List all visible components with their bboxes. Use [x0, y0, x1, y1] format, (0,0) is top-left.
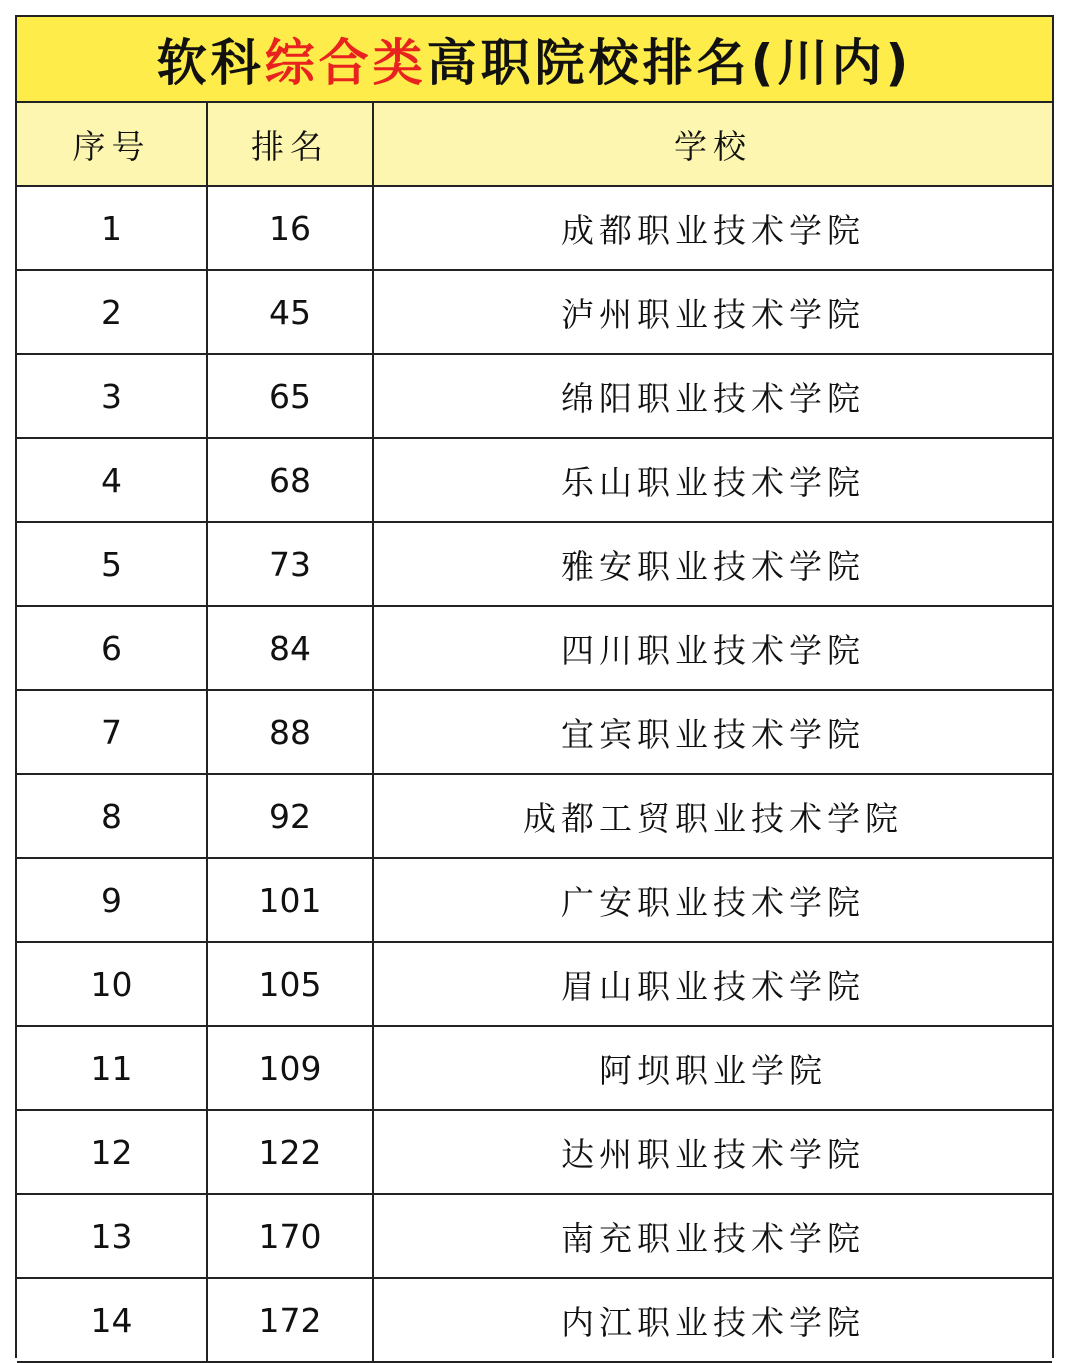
row-school: 成都职业技术学院	[373, 186, 1052, 270]
row-index: 8	[17, 774, 207, 858]
row-rank: 92	[207, 774, 373, 858]
row-school: 四川职业技术学院	[373, 606, 1052, 690]
row-index: 13	[17, 1194, 207, 1278]
ranking-table	[17, 103, 1052, 1363]
row-rank: 16	[207, 186, 373, 270]
row-school: 阿坝职业学院	[373, 1026, 1052, 1110]
row-school: 广安职业技术学院	[373, 858, 1052, 942]
row-rank: 88	[207, 690, 373, 774]
row-rank: 170	[207, 1194, 373, 1278]
row-index: 7	[17, 690, 207, 774]
row-index: 14	[17, 1278, 207, 1362]
table-row	[17, 858, 1052, 942]
table-row	[17, 1194, 1052, 1278]
table-row	[17, 186, 1052, 270]
table-row	[17, 270, 1052, 354]
row-index: 10	[17, 942, 207, 1026]
table-row	[17, 354, 1052, 438]
row-index: 9	[17, 858, 207, 942]
table-row	[17, 522, 1052, 606]
row-index: 3	[17, 354, 207, 438]
table-row	[17, 606, 1052, 690]
row-school: 眉山职业技术学院	[373, 942, 1052, 1026]
table-row	[17, 1278, 1052, 1362]
ranking-sheet	[15, 15, 1054, 1358]
title-suffix: 高职院校排名(川内)	[426, 34, 913, 92]
row-index: 1	[17, 186, 207, 270]
row-school: 内江职业技术学院	[373, 1278, 1052, 1362]
row-school: 雅安职业技术学院	[373, 522, 1052, 606]
table-row	[17, 438, 1052, 522]
header-rank: 排名	[207, 103, 373, 186]
row-school: 南充职业技术学院	[373, 1194, 1052, 1278]
table-row	[17, 1026, 1052, 1110]
title-highlight: 综合类	[264, 34, 427, 92]
row-school: 绵阳职业技术学院	[373, 354, 1052, 438]
page-title	[17, 17, 1052, 103]
row-rank: 45	[207, 270, 373, 354]
row-index: 11	[17, 1026, 207, 1110]
row-rank: 68	[207, 438, 373, 522]
row-index: 6	[17, 606, 207, 690]
table-row	[17, 774, 1052, 858]
row-rank: 65	[207, 354, 373, 438]
row-school: 泸州职业技术学院	[373, 270, 1052, 354]
row-rank: 172	[207, 1278, 373, 1362]
row-school: 达州职业技术学院	[373, 1110, 1052, 1194]
row-index: 5	[17, 522, 207, 606]
row-rank: 122	[207, 1110, 373, 1194]
table-row	[17, 1110, 1052, 1194]
row-index: 12	[17, 1110, 207, 1194]
row-rank: 73	[207, 522, 373, 606]
row-rank: 105	[207, 942, 373, 1026]
row-school: 宜宾职业技术学院	[373, 690, 1052, 774]
table-row	[17, 942, 1052, 1026]
row-school: 成都工贸职业技术学院	[373, 774, 1052, 858]
table-header-row	[17, 103, 1052, 186]
row-rank: 101	[207, 858, 373, 942]
header-school: 学校	[373, 103, 1052, 186]
header-index: 序号	[17, 103, 207, 186]
row-rank: 84	[207, 606, 373, 690]
row-rank: 109	[207, 1026, 373, 1110]
row-index: 2	[17, 270, 207, 354]
table-row	[17, 690, 1052, 774]
title-prefix: 软科	[156, 34, 265, 92]
row-index: 4	[17, 438, 207, 522]
row-school: 乐山职业技术学院	[373, 438, 1052, 522]
